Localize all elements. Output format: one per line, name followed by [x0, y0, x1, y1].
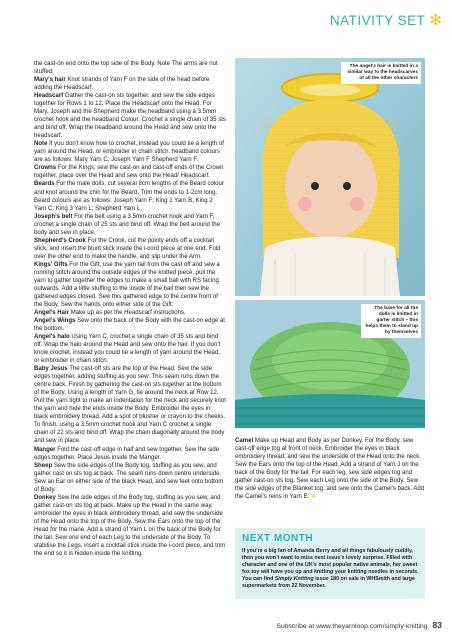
- next-month-text: [242, 548, 420, 590]
- instruction-text: Sew the side edges of the Body tog, stuffing as you sew, and gather cast-on sts tog at back. Make up the Head in the same way, embroider the eyes in black embroidery thread, and sew the underside of the Head onto the top of the Body. Sew the Ears onto the top of the Head for the mane. Add a strand of Yarn L on the back of the Body for the tail. Sew one end of each Leg to the underside of the Body. To stabilise the Legs, insert a cocktail stick inside the i-cord piece, and trim the end so it is hidden inside the knitting.: [34, 494, 226, 557]
- instruction-label: Beards: [34, 181, 55, 188]
- camel-paragraph: [235, 437, 425, 501]
- instruction-label: Angel’s Hair: [34, 309, 70, 316]
- instruction-text: For the Kings, sew the cast-on and cast-off ends of the Crown together, place over the Head and sew onto the Head/ Headscarf.: [34, 165, 224, 180]
- instruction-paragraph: [34, 213, 226, 237]
- instruction-paragraph: [34, 494, 226, 558]
- instruction-text: For the male dolls, cut several 8cm lengths of the Beard colour and knot around the chin for the Beard. Trim the ends to 1-2cm long. Beard colours are as follows: Joseph Yarn F; King 1 Yarn B; King 2 Yarn C; King 3 Yarn L; Shepherd Yarn L.: [34, 181, 224, 212]
- instruction-paragraph: [34, 446, 226, 462]
- instruction-paragraph: [34, 92, 226, 140]
- instruction-text: If you don’t know how to crochet, instead you could tie a length of yarn around the Head, or embroider in chain stitch. headband colours are as follows: Mary Yarn C; Joseph Yarn F Shepherd Yarn F.: [34, 141, 224, 164]
- instruction-label: Angel’s halo: [34, 334, 70, 341]
- instruction-label: Mary’s hair: [34, 77, 66, 84]
- instruction-paragraph: [34, 180, 226, 212]
- instruction-paragraph: [34, 261, 226, 309]
- instruction-label: Shepherd’s Crook: [34, 237, 86, 244]
- instruction-text: Using Yarn C, crochet a single chain of 35 sts and bind off. Wrap the halo around the Head and sew onto the hair. If you don’t know crochet, instead you could tie a length of yarn around the Head, or embroider in chain stitch.: [34, 334, 221, 365]
- instruction-text: Make up as per the Headscarf instructions.: [69, 309, 186, 316]
- section-title: NATIVITY SET: [329, 12, 426, 28]
- angel-doll-illustration: [235, 58, 425, 296]
- instruction-label: Joseph’s belt: [34, 213, 73, 220]
- instruction-label: Headscarf: [34, 93, 64, 100]
- next-month-text-part: If you’re a big fan of Amanda Berry and all things fabulously cuddly, then you won’t want to miss next issue’s lovely surprise. Filled with character and one of the UK’s most popular native animals, her sweet fox toy will have you up and knitting your knitting needles in seconds. You can find: [242, 548, 419, 582]
- section-header: [330, 10, 442, 30]
- instruction-label: Angel’s Wings: [34, 318, 76, 324]
- instruction-text: For the Crook, cut the pointy ends off a cocktail stick, and insert the blunt stick inside the i-cord piece at one end. Fold over the other end to make the handle, and slip under the Arm.: [34, 237, 221, 260]
- instruction-paragraph: [34, 60, 226, 76]
- instruction-paragraph: [34, 365, 226, 445]
- instruction-label: Sheep: [34, 462, 53, 469]
- angel-photo-caption: The angel’s hair is knitted in a similar way to the headscarves of all the other characters: [341, 62, 421, 84]
- instruction-paragraph: [34, 309, 226, 317]
- instruction-text: Sew onto the back of the Body with the cast-on edge at the bottom.: [34, 318, 225, 333]
- page-number: 83: [432, 620, 442, 630]
- instruction-label: Crowns: [34, 165, 57, 172]
- camel-text: Make up Head and Body as per Donkey. For the Body, sew cast-off edge tog at front of neck. Embroider the eyes in black embroidery thread, and sew the underside of the Head onto the neck. Sew the Ears onto the top of the Head. Add a strand of Yarn J on the back of the Body for the tail. For each leg, sew side edges tog and gather cast-on sts tog. Sew each Leg onto the side of the Body. Sew the side edges of the Blanket tog, and sew onto the Camel’s back. Add the Camel’s reins in Yarn E.: [235, 438, 425, 501]
- next-month-box: [235, 528, 425, 599]
- page-footer: [276, 620, 442, 630]
- instruction-text: the cast-on end onto the top side of the Body. Note The arms are not stuffed.: [34, 61, 218, 76]
- instruction-paragraph: [34, 317, 226, 333]
- instructions-column: [34, 60, 226, 558]
- instruction-paragraph: [34, 76, 226, 92]
- camel-label: Camel: [235, 438, 254, 444]
- instruction-paragraph: [34, 462, 226, 494]
- instruction-text: Gather the cast-on sts together, and sew the side edges together for Rows 1 to 12. Place the Headscarf onto the Head. For Mary, Joseph and the Shepherd make the headband using a 3.5mm crochet hook and the headband Colour. Crochet a single chain of 35 sts and bind off. Wrap the headband around the Head and sew onto the headscarf.: [34, 93, 226, 140]
- instruction-text: Sew the side edges of the Body tog, stuffing as you sew, and gather cast on sts tog at back. The seam runs down centre underside. Sew an Ear on either side of the black Head, and sew feet onto bottom of Body.: [34, 462, 224, 493]
- magazine-name: Simply Knitting: [274, 575, 314, 582]
- instruction-text: The cast-off sts are the top of the Head. Sew the side edges together, adding stuffing as you sew. This seam runs down the centre back. Finish by gathering the cast-on sts together at the bottom of the Body. Using a length of Yarn G, tie around the neck at Row 12. Pull the yarn tight to make an indentation for the neck and securely knot the yarn and hide the ends inside the Body. Embroider the eyes in black embroidery thread. Add a spot of blusher or crayon to the cheeks. To finish, using a 3.5mm crochet hook and Yarn C crochet a single chain of 22 sts and bind off. Wrap the chain diagonally around the body and sew in place.: [34, 366, 226, 445]
- instruction-text: For the Gift, use the yarn tail from the cast off and sew a running stitch around the outside edges of the knitted piece, pull the yarn to gather together the edges to make a small ball with RS facing outwards. Add a little stuffing to the inside of the ball then sew the gathered edges closed. Sew this gathered edge to the centre front of the Body. Sew the hands onto either side of the Gift.: [34, 261, 220, 308]
- instruction-label: Note: [34, 141, 48, 148]
- instruction-paragraph: [34, 333, 226, 365]
- snowflake-icon: ✻: [429, 11, 442, 29]
- instruction-label: Donkey: [34, 494, 56, 501]
- instruction-label: Baby Jesus: [34, 366, 68, 373]
- instruction-paragraph: [34, 237, 226, 261]
- end-mark-icon: ✻: [310, 494, 317, 501]
- next-month-title: NEXT MONTH: [242, 533, 314, 544]
- next-month-text-part: issue 180 on sale in WHSmith and large supermarkets from 22 November.: [242, 575, 415, 589]
- instruction-label: Kings’ Gifts: [34, 261, 68, 268]
- instruction-paragraph: [34, 164, 226, 180]
- instruction-paragraph: [34, 140, 226, 164]
- sheep-doll-photo: [235, 300, 425, 428]
- instruction-text: Knot strands of Yarn F on the side of the head before adding the Headscarf.: [34, 77, 210, 92]
- sheep-photo-caption: The base for all the dolls is knitted in garter stitch – this helps them to stand up by themselves: [361, 304, 421, 338]
- instruction-label: Manger: [34, 446, 56, 453]
- instruction-text: Fold the cast-off edge in half and sew together. Sew the side edges together. Place Jesus inside the Manger.: [34, 446, 220, 461]
- instruction-text: For the belt using a 3.5mm crochet hook and Yarn F, crochet a single chain of 25 sts and bind off. Wrap the belt around the body and sew in place.: [34, 213, 221, 236]
- camel-instructions: [235, 437, 425, 501]
- angel-doll-photo: [235, 58, 425, 296]
- subscribe-link[interactable]: Subscribe at www.theyarnloop.com/simply-knitting: [276, 623, 428, 630]
